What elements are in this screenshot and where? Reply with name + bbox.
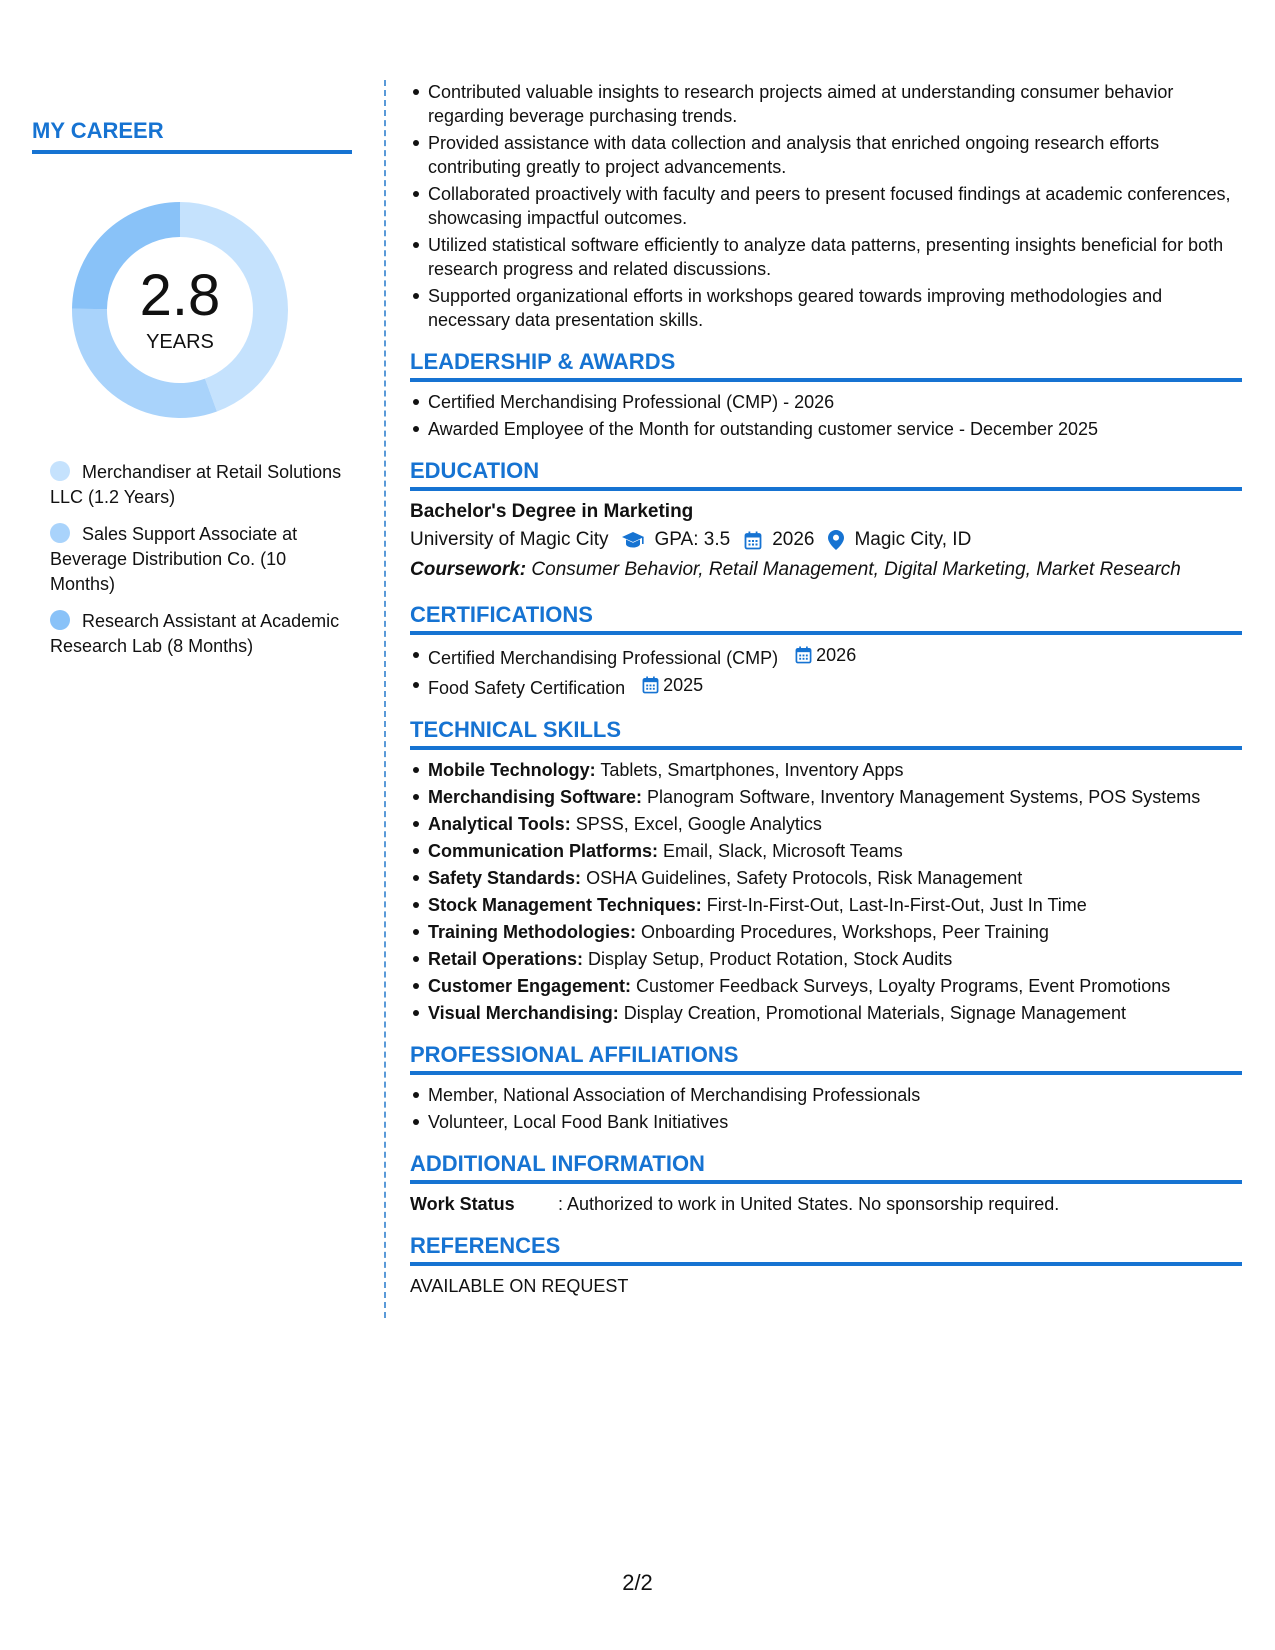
graduation-cap-icon [621, 531, 645, 549]
career-donut-chart [66, 196, 294, 424]
gpa: GPA: 3.5 [654, 529, 731, 550]
legend-label: Research Assistant at Academic Research Lab (8 Months) [50, 611, 340, 656]
skill-item [410, 974, 1242, 998]
donut-center [66, 196, 294, 424]
skill-label: Analytical Tools: [428, 814, 571, 834]
skill-item [410, 785, 1242, 809]
work-status-label: Work Status [410, 1194, 515, 1214]
skill-label: Mobile Technology: [428, 760, 596, 780]
graduation-year: 2026 [772, 529, 815, 550]
skill-value: Onboarding Procedures, Workshops, Peer Training [641, 922, 1049, 942]
legend-dot [50, 523, 70, 543]
skill-item [410, 947, 1242, 971]
main-content [410, 80, 1242, 1298]
skill-value: Planogram Software, Inventory Management Systems, POS Systems [647, 787, 1201, 807]
map-pin-icon [828, 530, 844, 550]
coursework [410, 555, 1242, 585]
legend-label: Merchandiser at Retail Solutions LLC (1.2 Years) [50, 462, 342, 507]
career-sidebar [32, 118, 352, 671]
skill-item [410, 866, 1242, 890]
legend-dot [50, 461, 70, 481]
references-section [410, 1234, 1242, 1298]
legend-label: Sales Support Associate at Beverage Distribution Co. (10 Months) [50, 524, 298, 594]
leadership-section [410, 350, 1242, 441]
skill-value: SPSS, Excel, Google Analytics [575, 814, 822, 834]
section-title: TECHNICAL SKILLS [410, 718, 1242, 750]
additional-section [410, 1152, 1242, 1216]
coursework-label: Coursework: [410, 559, 527, 580]
section-title: CERTIFICATIONS [410, 603, 1242, 635]
list-item: Utilized statistical software efficiently to analyze data patterns, presenting insights beneficial for both research progress and related discussions. [410, 233, 1242, 281]
coursework-list: Consumer Behavior, Retail Management, Digital Marketing, Market Research [531, 559, 1181, 580]
list-item: Provided assistance with data collection and analysis that enriched ongoing research efforts contributing greatly to project advancements. [410, 131, 1242, 179]
skill-value: Email, Slack, Microsoft Teams [663, 841, 903, 861]
certifications-section [410, 603, 1242, 700]
experience-bullets [410, 80, 1242, 332]
section-title: LEADERSHIP & AWARDS [410, 350, 1242, 382]
skill-label: Stock Management Techniques: [428, 895, 702, 915]
section-title: ADDITIONAL INFORMATION [410, 1152, 1242, 1184]
career-total-years: 2.8 [139, 262, 221, 328]
legend-item [50, 609, 352, 659]
skill-label: Communication Platforms: [428, 841, 659, 861]
skill-item [410, 1001, 1242, 1025]
list-item: Supported organizational efforts in workshops geared towards improving methodologies and necessary data presentation skills. [410, 284, 1242, 332]
page-number: 2/2 [622, 1570, 653, 1595]
skill-label: Merchandising Software: [428, 787, 643, 807]
career-total-unit: YEARS [146, 330, 214, 353]
degree: Bachelor's Degree in Marketing [410, 501, 694, 522]
references-text: AVAILABLE ON REQUEST [410, 1276, 629, 1296]
legend-item [50, 522, 352, 597]
skill-value: First-In-First-Out, Last-In-First-Out, Just In Time [706, 895, 1087, 915]
school-name: University of Magic City [410, 529, 609, 550]
legend-item [50, 460, 352, 510]
calendar-icon [744, 531, 762, 550]
skill-item [410, 893, 1242, 917]
affiliations-section [410, 1043, 1242, 1134]
career-legend [32, 460, 352, 659]
cert-year: 2025 [663, 675, 704, 695]
list-item: Volunteer, Local Food Bank Initiatives [410, 1110, 1242, 1134]
section-title: EDUCATION [410, 459, 1242, 491]
skills-section [410, 718, 1242, 1025]
school-location: Magic City, ID [854, 529, 972, 550]
skill-item [410, 812, 1242, 836]
section-title: REFERENCES [410, 1234, 1242, 1266]
skill-label: Retail Operations: [428, 949, 584, 969]
list-item [410, 643, 1242, 670]
cert-year: 2026 [816, 645, 857, 665]
list-item: Certified Merchandising Professional (CMP) - 2026 [410, 390, 1242, 414]
work-status-value: : Authorized to work in United States. No sponsorship required. [558, 1194, 1060, 1214]
skill-value: Customer Feedback Surveys, Loyalty Programs, Event Promotions [636, 976, 1171, 996]
legend-dot [50, 610, 70, 630]
skill-label: Safety Standards: [428, 868, 582, 888]
skill-label: Training Methodologies: [428, 922, 636, 942]
list-item: Member, National Association of Merchandising Professionals [410, 1083, 1242, 1107]
skill-item [410, 839, 1242, 863]
column-divider [384, 80, 386, 1318]
section-title: PROFESSIONAL AFFILIATIONS [410, 1043, 1242, 1075]
list-item: Collaborated proactively with faculty and peers to present focused findings at academic conferences, showcasing impactful outcomes. [410, 182, 1242, 230]
skill-label: Customer Engagement: [428, 976, 632, 996]
skill-label: Visual Merchandising: [428, 1003, 619, 1023]
education-details [410, 525, 1242, 555]
list-item: Awarded Employee of the Month for outstanding customer service - December 2025 [410, 417, 1242, 441]
skill-value: Display Creation, Promotional Materials, Signage Management [623, 1003, 1126, 1023]
career-title: MY CAREER [32, 118, 352, 154]
skill-item [410, 758, 1242, 782]
calendar-icon [795, 646, 812, 664]
skill-value: Tablets, Smartphones, Inventory Apps [600, 760, 904, 780]
work-status-row [410, 1192, 1242, 1216]
skill-value: OSHA Guidelines, Safety Protocols, Risk Management [586, 868, 1023, 888]
list-item: Contributed valuable insights to research projects aimed at understanding consumer behavior regarding beverage purchasing trends. [410, 80, 1242, 128]
list-item [410, 673, 1242, 700]
education-section [410, 459, 1242, 585]
skill-item [410, 920, 1242, 944]
calendar-icon [642, 676, 659, 694]
cert-name: Certified Merchandising Professional (CMP) [428, 648, 779, 668]
skill-value: Display Setup, Product Rotation, Stock Audits [588, 949, 953, 969]
cert-name: Food Safety Certification [428, 678, 626, 698]
